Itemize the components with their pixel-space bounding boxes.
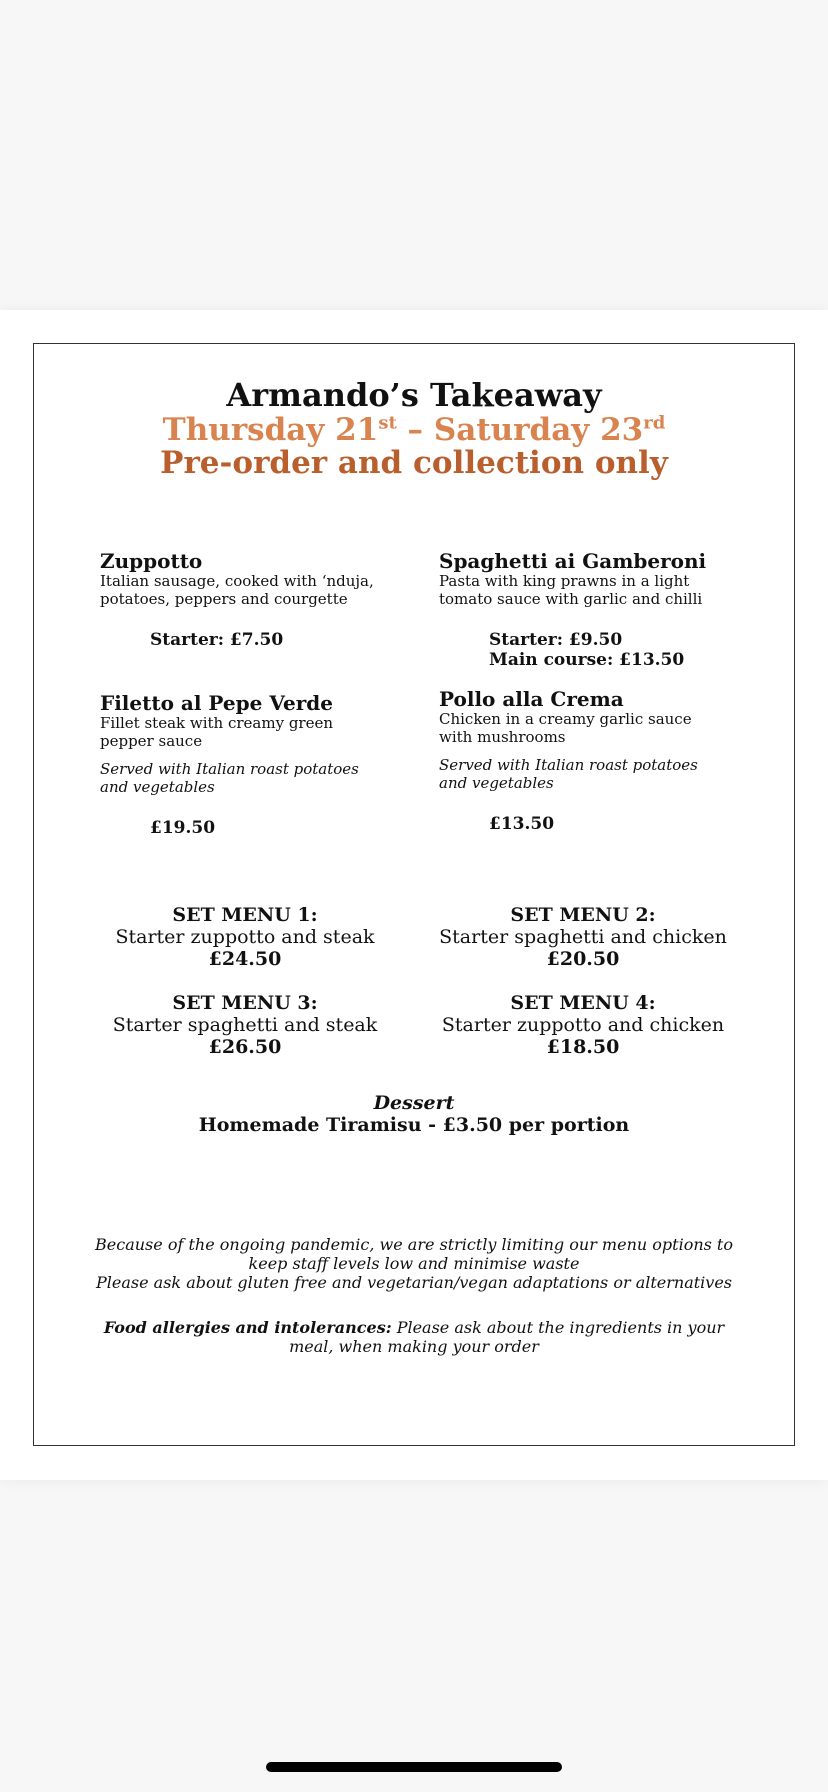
item-name: Pollo alla Crema xyxy=(439,687,624,711)
item-description: Pasta with king prawns in a light tomato sauce with garlic and chilli xyxy=(439,572,703,608)
set-menu-title: SET MENU 3: xyxy=(172,992,318,1014)
item-served-with: Served with Italian roast potatoes and vegetables xyxy=(100,760,359,796)
set-menu-1 xyxy=(95,904,395,970)
date-end: – Saturday 23 xyxy=(396,412,644,448)
pandemic-note xyxy=(90,1235,738,1292)
restaurant-title: Armando’s Takeaway xyxy=(226,376,602,414)
item-description: Fillet steak with creamy green pepper sauce xyxy=(100,714,334,750)
date-range xyxy=(0,412,828,448)
menu-item-zuppotto xyxy=(100,550,390,650)
menu-item-pollo xyxy=(439,688,729,834)
set-menu-price: £18.50 xyxy=(546,1036,620,1058)
item-name: Spaghetti ai Gamberoni xyxy=(439,549,707,573)
item-price: £19.50 xyxy=(150,818,216,838)
dessert-section xyxy=(0,1092,828,1136)
preorder-notice: Pre-order and collection only xyxy=(160,445,668,481)
home-indicator[interactable] xyxy=(266,1762,562,1772)
set-menu-title: SET MENU 1: xyxy=(172,904,318,926)
set-menu-3 xyxy=(95,992,395,1058)
item-served-with: Served with Italian roast potatoes and vegetables xyxy=(439,756,698,792)
item-name: Filetto al Pepe Verde xyxy=(100,691,333,715)
item-description: Italian sausage, cooked with ‘nduja, potatoes, peppers and courgette xyxy=(100,572,374,608)
pandemic-text: Because of the ongoing pandemic, we are strictly limiting our menu options to keep staff levels low and minimise waste xyxy=(95,1235,733,1273)
menu-item-filetto xyxy=(100,692,390,838)
item-price-main: Main course: £13.50 xyxy=(489,650,685,670)
set-menu-price: £20.50 xyxy=(546,948,620,970)
adaptations-text: Please ask about gluten free and vegetarian/vegan adaptations or alternatives xyxy=(96,1273,732,1292)
item-description: Chicken in a creamy garlic sauce with mushrooms xyxy=(439,710,692,746)
set-menu-price: £26.50 xyxy=(208,1036,282,1058)
date-start: Thursday 21 xyxy=(162,412,379,448)
set-menu-4 xyxy=(433,992,733,1058)
dessert-title: Dessert xyxy=(373,1092,455,1114)
set-menu-description: Starter spaghetti and steak xyxy=(112,1014,378,1036)
set-menu-description: Starter spaghetti and chicken xyxy=(439,926,727,948)
item-price-starter: Starter: £7.50 xyxy=(150,630,284,650)
item-price: £13.50 xyxy=(489,814,555,834)
date-end-suffix: rd xyxy=(643,412,666,434)
set-menu-price: £24.50 xyxy=(208,948,282,970)
set-menu-title: SET MENU 4: xyxy=(510,992,656,1014)
set-menu-2 xyxy=(433,904,733,970)
menu-page xyxy=(0,310,828,1480)
dessert-item: Homemade Tiramisu - £3.50 per portion xyxy=(198,1114,630,1136)
item-price-starter: Starter: £9.50 xyxy=(489,630,623,650)
item-name: Zuppotto xyxy=(100,549,203,573)
set-menu-title: SET MENU 2: xyxy=(510,904,656,926)
allergy-label: Food allergies and intolerances: xyxy=(103,1318,392,1337)
set-menu-description: Starter zuppotto and steak xyxy=(115,926,375,948)
date-start-suffix: st xyxy=(378,412,397,434)
menu-item-spaghetti xyxy=(439,550,729,670)
allergy-note xyxy=(90,1318,738,1356)
set-menu-description: Starter zuppotto and chicken xyxy=(441,1014,725,1036)
allergy-text: Please ask about the ingredients in your meal, when making your order xyxy=(289,1318,725,1356)
